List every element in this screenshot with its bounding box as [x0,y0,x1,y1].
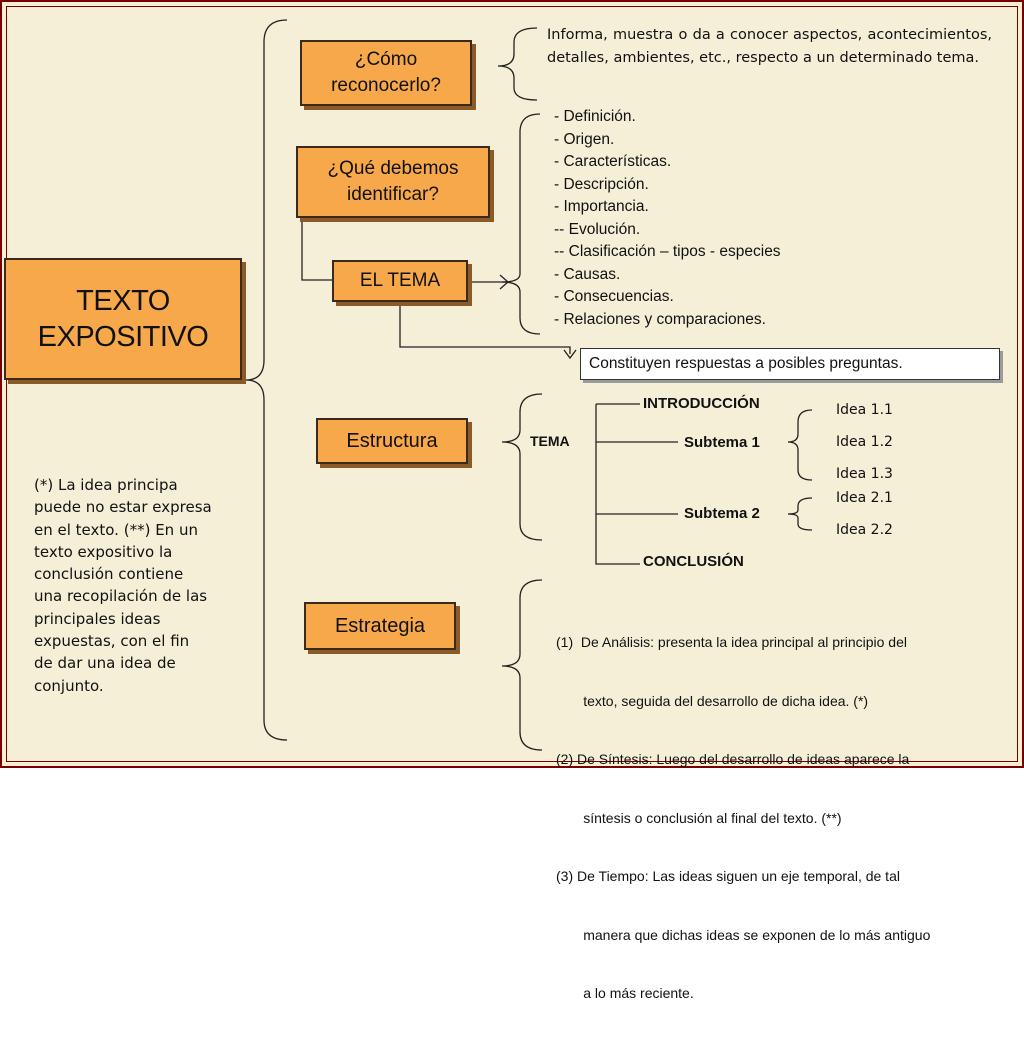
subtema2-label: Subtema 2 [684,505,760,522]
footnote: (*) La idea principa puede no estar expresa en el texto. (**) En un texto expositivo la conclusión contiene una recopilación de las principales ideas expuestas, con el fin de dar una idea de conjunto. [34,476,212,695]
idea-label: Idea 1.1 [836,402,893,418]
list-item: texto, seguida del desarrollo de dicha idea. (*) [556,692,869,709]
list-item: a lo más reciente. [556,985,694,1001]
list-item: - Características. [554,153,672,170]
list-item: - Origen. [554,130,615,148]
estrategia-list [556,594,996,1043]
conclusion-label: CONCLUSIÓN [643,553,744,570]
estructura-box [316,418,468,464]
como-reconocerlo-label: ¿Cómo reconocerlo? [331,49,441,96]
list-item: - Relaciones y comparaciones. [554,310,766,328]
que-identificar-label: ¿Qué debemos identificar? [327,158,459,205]
list-item: - Importancia. [554,198,649,215]
el-tema-box [332,260,468,302]
como-reconocerlo-box [300,40,472,106]
list-item: - Definición. [554,108,636,125]
main-title-box [4,258,242,380]
identificar-list [554,106,884,331]
idea-label: Idea 1.3 [836,466,893,482]
list-item: manera que dichas ideas se exponen de lo más antiguo [556,926,931,943]
list-item: síntesis o conclusión al final del texto. (**) [556,809,842,826]
list-item: - Causas. [554,265,621,283]
list-item: -- Evolución. [554,220,641,238]
tema-note: Constituyen respuestas a posibles preguntas. [589,355,903,372]
tema-note-box [580,348,1000,380]
como-description: Informa, muestra o da a conocer aspectos, acontecimientos, detalles, ambientes, etc., respecto a un determinado tema. [547,27,992,66]
estructura-tema-label: TEMA [530,433,570,449]
que-identificar-box [296,146,490,218]
subtema1-label: Subtema 1 [684,434,760,451]
list-item: (1) De Análisis: presenta la idea principal al principio del [556,634,907,650]
estrategia-label: Estrategia [334,614,426,637]
list-item: (3) De Tiempo: Las ideas siguen un eje temporal, de tal [556,868,900,884]
list-item: - Descripción. [554,175,649,193]
list-item: - Consecuencias. [554,288,674,305]
list-item: -- Clasificación – tipos - especies [554,243,781,260]
introduccion-label: INTRODUCCIÓN [643,395,760,412]
main-title: TEXTO EXPOSITIVO [37,285,209,353]
idea-label: Idea 2.1 [836,490,893,506]
estrategia-box [304,602,456,650]
idea-label: Idea 2.2 [836,522,893,538]
el-tema-label: EL TEMA [359,270,441,291]
estructura-label: Estructura [346,429,438,452]
idea-label: Idea 1.2 [836,434,893,450]
list-item: (2) De Síntesis: Luego del desarrollo de ideas aparece la [556,751,910,767]
